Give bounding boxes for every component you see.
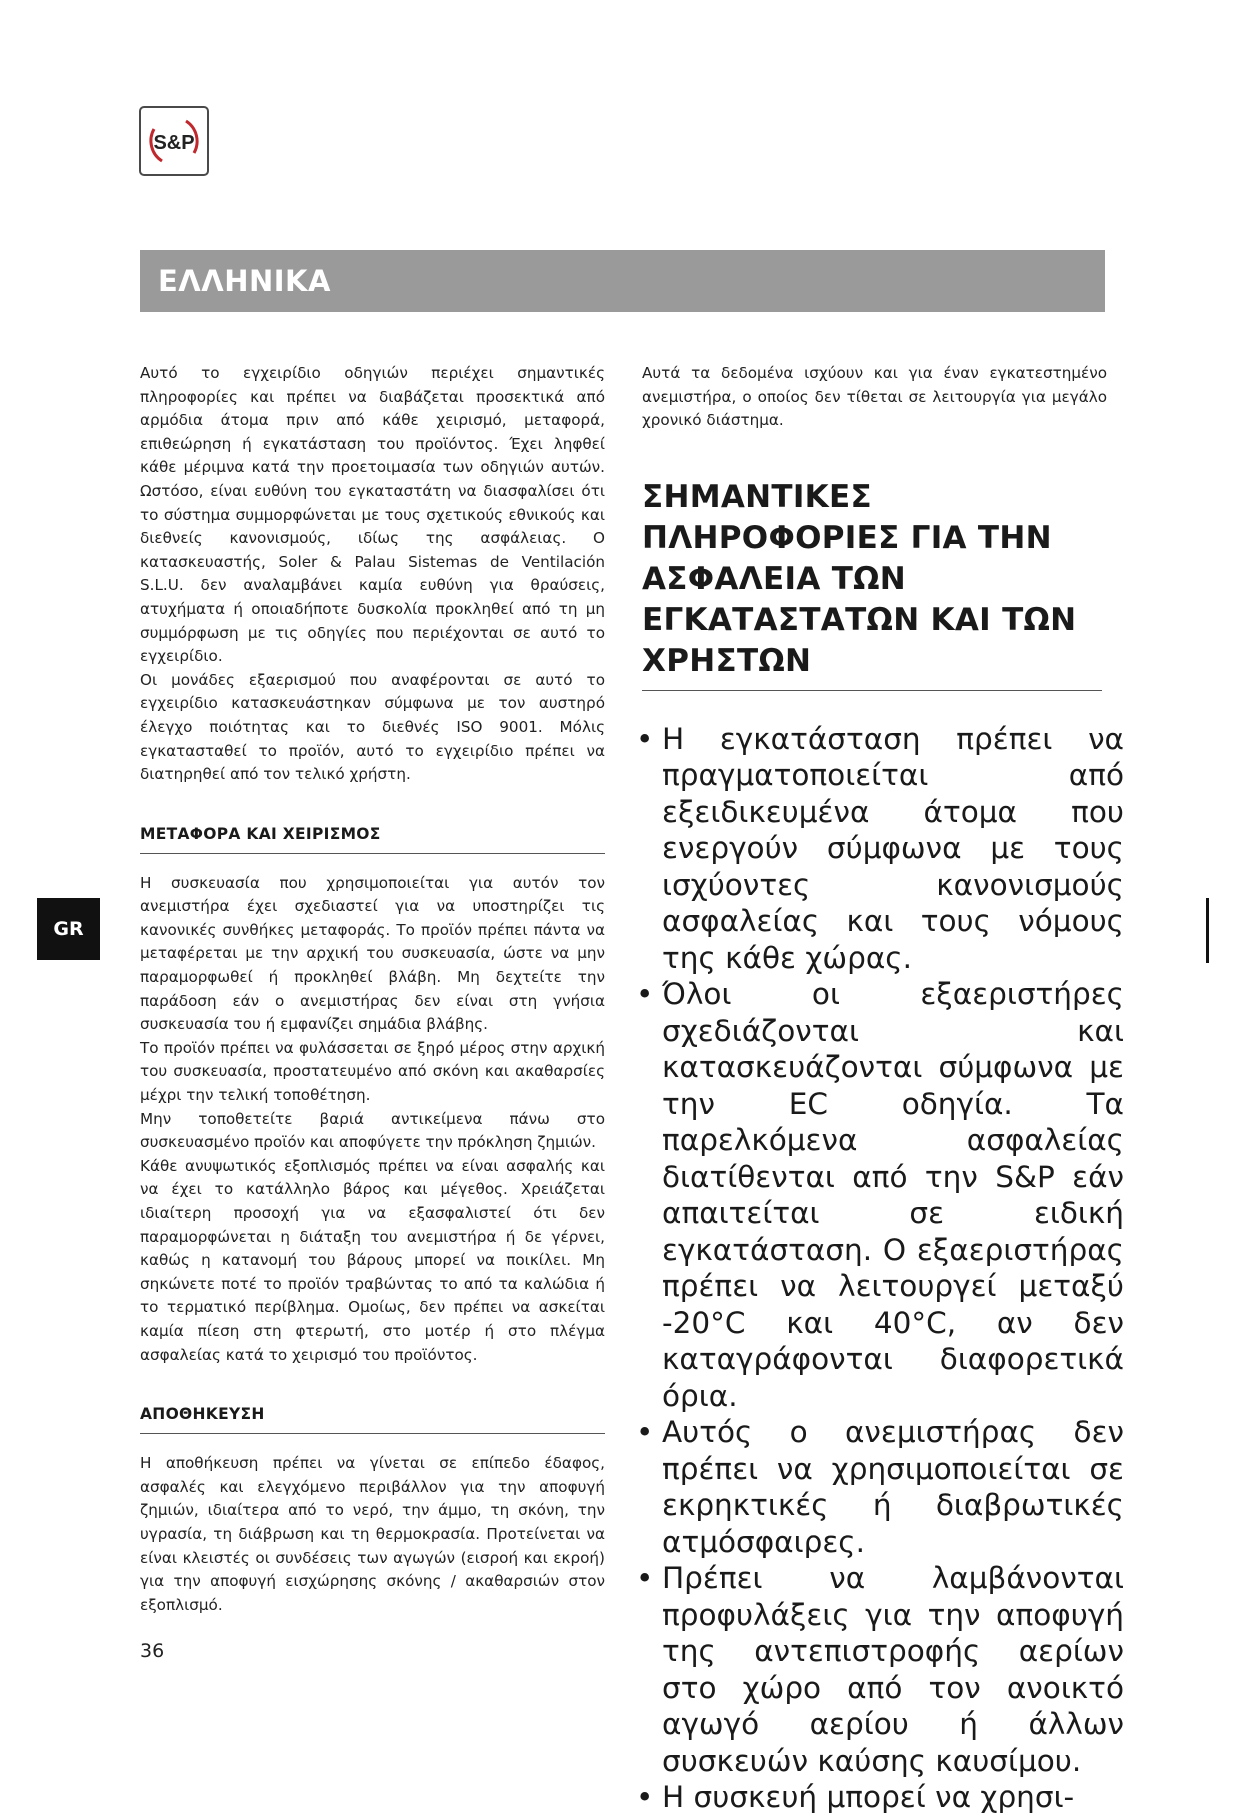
sp-logo-icon (144, 111, 204, 171)
transport-paragraph-2: Το προϊόν πρέπει να φυλάσσεται σε ξηρό μέρος στην αρχική του συσκευασία, προστατευμένο από σκόνη και ακαθαρσίες μέχρι την τελική τοποθέτηση. (140, 1038, 605, 1105)
transport-paragraph-3: Μην τοποθετείτε βαριά αντικείμενα πάνω στο συσκευασμένο προϊόν και αποφύγετε την πρόκληση ζημιών. (140, 1109, 605, 1152)
right-column (642, 362, 1124, 1816)
safety-item: • Αυτός ο ανεμιστήρας δεν πρέπει να χρησιμοποιείται σε εκρηκτικές ή διαβρωτικές ατμόσφαιρες. (642, 1414, 1124, 1560)
safety-list (642, 721, 1124, 1816)
intro-paragraph-1: Αυτό το εγχειρίδιο οδηγιών περιέχει σημαντικές πληροφορίες και πρέπει να διαβάζεται προσεκτικά από αρμόδια άτομα πριν από κάθε χειρισμό, μεταφορά, επιθεώρηση ή εγκατάσταση του προϊόντος. Έχει ληφθεί κάθε μέριμνα κατά την προετοιμασία των οδηγιών αυτών. Ωστόσο, είναι ευθύνη του εγκαταστάτη να διασφαλίσει ότι το σύστημα συμμορφώνεται με τους σχετικούς εθνικούς και διεθνείς κανονισμούς, ιδίως της ασφάλειας. Ο κατασκευαστής, Soler & Palau Sistemas de Ventilación S.L.U. δεν αναλαμβάνει καμία ευθύνη για θραύσεις, ατυχήματα ή οποιαδήποτε δυσκολία προκληθεί από τη μη συμμόρφωση με τις οδηγίες που περιέχονται σε αυτό το εγχειρίδιο. (140, 364, 605, 666)
transport-paragraph-4: Κάθε ανυψωτικός εξοπλισμός πρέπει να είναι ασφαλής και να έχει το κατάλληλο βάρος και μέγεθος. Χρειάζεται ιδιαίτερη προσοχή για να εξασφαλιστεί ότι δεν παραμορφώνεται η διάταξη του ανεμιστήρα ή δε γέρνει, καθώς η κατανομή του βάρους μπορεί να ποικίλει. Μη σηκώνετε ποτέ το προϊόν τραβώντας το από τα καλώδια ή το τερματικό περίβλημα. Ομοίως, δεν πρέπει να ασκείται καμία πίεση στη φτερωτή, στο μοτέρ ή στο πλέγμα ασφαλείας κατά το χειρισμό του προϊόντος. (140, 1156, 605, 1364)
language-banner (140, 250, 1105, 312)
storage-paragraph: Η αποθήκευση πρέπει να γίνεται σε επίπεδο έδαφος, ασφαλές και ελεγχόμενο περιβάλλον για την αποφυγή ζημιών, ιδιαίτερα από το νερό, την άμμο, τη σκόνη, την υγρασία, τη διάβρωση και τη θερμοκρασία. Προτείνεται να είναι κλειστές οι συνδέσεις των αγωγών (εισροή και εκροή) για την αποφυγή εισχώρησης σκόνης / ακαθαρσιών στον εξοπλισμό. (140, 1454, 605, 1614)
right-intro-paragraph: Αυτά τα δεδομένα ισχύουν και για έναν εγκατεστημένο ανεμιστήρα, ο οποίος δεν τίθεται σε λειτουργία για μεγάλο χρονικό διάστημα. (642, 364, 1107, 430)
page-number: 36 (140, 1640, 165, 1662)
safety-item: • Πρέπει να λαμβάνονται προφυλάξεις για την αποφυγή της αντεπιστροφής αερίων στο χώρο από τον ανοικτό αγωγό αερίου ή άλλων συσκευών καύσης καυσίμου. (642, 1560, 1124, 1779)
intro-paragraph-2: Οι μονάδες εξαερισμού που αναφέρονται σε αυτό το εγχειρίδιο κατασκευάστηκαν σύμφωνα με τον αυστηρό έλεγχο ποιότητας και το διεθνές ISO 9001. Μόλις εγκατασταθεί το προϊόν, αυτό το εγχειρίδιο πρέπει να διατηρηθεί από τον τελικό χρήστη. (140, 670, 605, 784)
brand-logo (139, 106, 209, 176)
safety-heading: ΣΗΜΑΝΤΙΚΕΣ ΠΛΗΡΟΦΟΡΙΕΣ ΓΙΑ ΤΗΝ ΑΣΦΑΛΕΙΑ ΤΩΝ ΕΓΚΑΤΑΣΤΑΤΩΝ ΚΑΙ ΤΩΝ ΧΡΗΣΤΩΝ (642, 477, 1102, 691)
safety-item: • Η εγκατάσταση πρέπει να πραγματοποιείται από εξειδικευμένα άτομα που ενεργούν σύμφωνα με τους ισχύοντες κανονισμούς ασφαλείας και τους νόμους της κάθε χώρας. (642, 721, 1124, 977)
margin-marker (1206, 898, 1209, 963)
transport-heading: ΜΕΤΑΦΟΡΑ ΚΑΙ ΧΕΙΡΙΣΜΟΣ (140, 825, 605, 854)
safety-item: • Η συσκευή μπορεί να χρησι- (642, 1779, 1124, 1816)
safety-item: • Όλοι οι εξαεριστήρες σχεδιάζονται και κατασκευάζονται σύμφωνα με την EC οδηγία. Τα παρελκόμενα ασφαλείας διατίθενται από την S&P εάν απαιτείται σε ειδική εγκατάσταση. Ο εξαεριστήρας πρέπει να λειτουργεί μεταξύ -20°C και 40°C, αν δεν καταγράφονται διαφορετικά όρια. (642, 976, 1124, 1414)
language-title: ΕΛΛΗΝΙΚΑ (158, 264, 331, 298)
storage-heading: ΑΠΟΘΗΚΕΥΣΗ (140, 1405, 605, 1434)
language-side-tab: GR (37, 898, 100, 960)
left-column (140, 362, 605, 1617)
transport-paragraph-1: Η συσκευασία που χρησιμοποιείται για αυτόν τον ανεμιστήρα έχει σχεδιαστεί για να υποστηρίζει τις κανονικές συνθήκες μεταφοράς. Το προϊόν πρέπει πάντα να μεταφέρεται με την αρχική του συσκευασία, ώστε να μην παραμορφωθεί ή προκληθεί βλάβη. Μη δεχτείτε την παράδοση εάν ο ανεμιστήρας δεν είναι στη γνήσια συσκευασία του ή εμφανίζει σημάδια βλάβης. (140, 873, 605, 1034)
logo-text: S&P (153, 132, 195, 154)
